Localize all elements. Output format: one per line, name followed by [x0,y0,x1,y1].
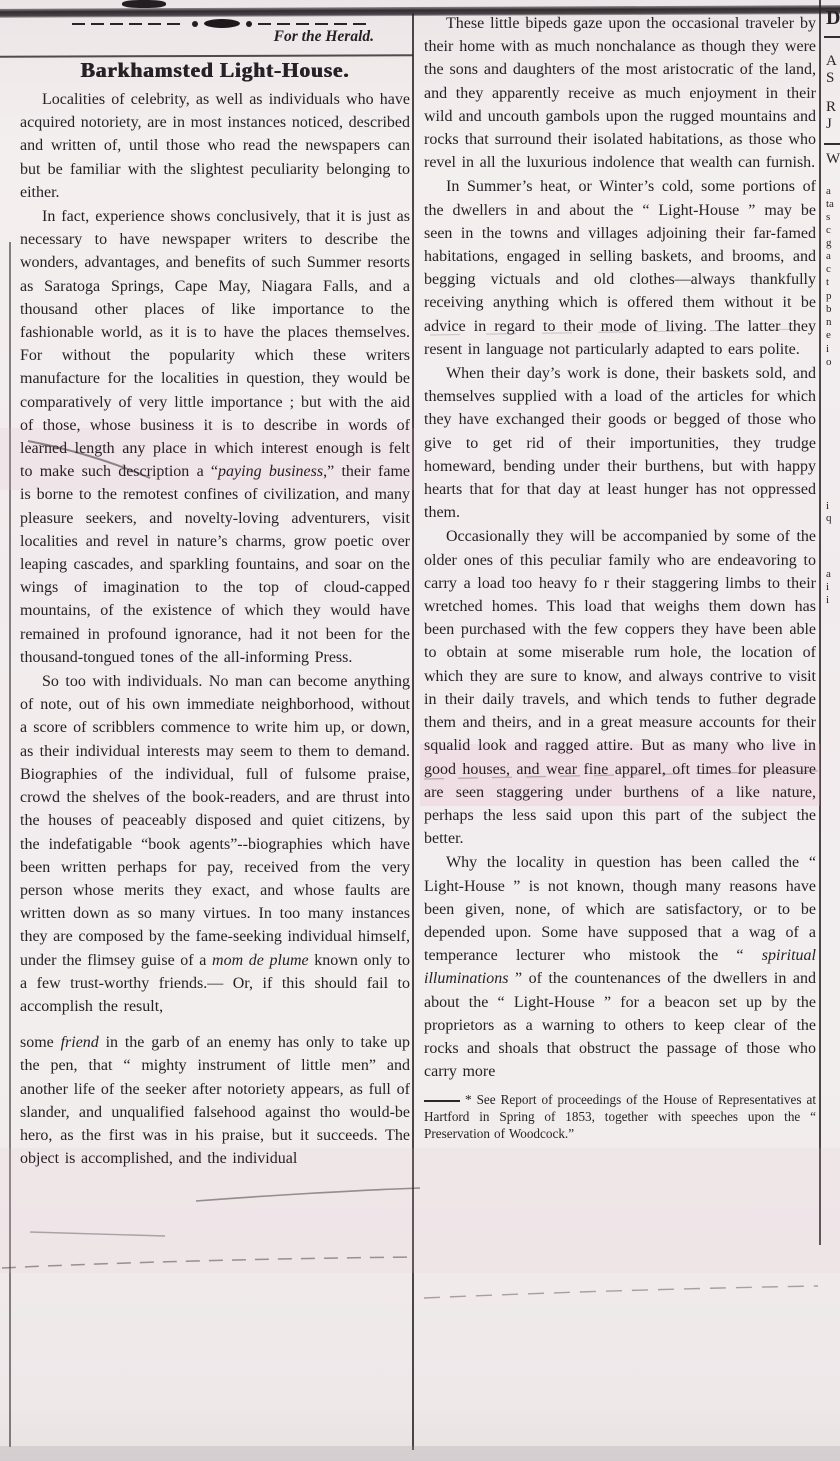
article-paragraph: some friend in the garb of an enemy has only to take up the pen, that “ mighty instrument of little men” and another life of the seeker after notoriety appears, as full of slander, and unqualified falsehood against tho would-be hero, as the first was in his praise, but it succeeds. The object is accomplished, and the individual [20,1034,410,1168]
cutoff-text-fragment: i [826,500,830,512]
cutoff-text-fragment: a [826,568,831,580]
cutoff-text-fragment: s [826,211,831,223]
article-paragraph: Localities of celebrity, as well as individuals who have acquired notoriety, are in most instances noticed, described and written of, until those who read the newspapers can but be familiar with the slightest peculiarity belonging to either. [20,91,410,201]
cutoff-text-fragment: p [826,290,832,302]
cutoff-text-fragment: A [826,53,837,69]
cutoff-text-fragment: n [826,316,832,328]
article-paragraph: In fact, experience shows conclusively, that it is just as necessary to have newspaper writers to describe the wonders, advantages, and benefits of such Summer resorts as Saratoga Springs, Cape May, Niagara Falls, and a thousand other places of like importance to the fashionable world, as it is to have the places themselves. For without the popularity which these writers manufacture for the localities in question, they would be comparatively of very little importance ; but with the aid of those, whose business it is to describe in words of learned length any place in which interest enough is felt to make such description a “paying business,” their fame is borne to the remotest confines of civilization, and many pleasure seekers, and novelty-loving adventurers, visit localities and revel in nature’s charms, grow poetic over leaping cascades, and sparkling fountains, and soar on the wings of imagination to the top of cloud-capped mountains, of the existence of which they would have remained in profound ignorance, had it not been for the thousand-tongued tones of the all-informing Press. [20,208,411,666]
cutoff-text-fragment: a [826,250,831,262]
left-column [20,14,410,1171]
cutoff-text-fragment: c [826,224,831,236]
right-column [424,12,816,1143]
attribution: For the Herald. [273,28,374,45]
cutoff-text-fragment: o [826,356,832,368]
paper-crease [424,1286,818,1298]
cutoff-text-fragment: S [826,70,835,86]
cutoff-text-fragment: e [826,329,831,341]
article-paragraph: Occasionally they will be accompanied by some of the older ones of this peculiar family who are endeavoring to carry a load too heavy fo r their staggering limbs to their wretched homes. This load that weighs them down has been purchased with the few coppers they have been able to obtain at some miserable rum hole, the location of which they are sure to know, and always contrive to visit in their daily travels, and which tends to futher degrade them and theirs, and in a great measure accounts for their squalid look and ragged attire. But as many who live in good houses, and wear fine apparel, oft times for pleasure are seen staggering under burthens of a like nature, perhaps the less said upon this part of the subject the better. [424,528,816,848]
article-paragraph: In Summer’s heat, or Winter’s cold, some portions of the dwellers in and about the “ Light-House ” may be seen in the towns and villages adjoining their far-famed habitations, engaged in selling baskets, and brooms, and begging victuals and old clothes—always thankfully receiving anything which is offered them without it be advice in regard to their mode of living. The latter they resent in language not particularly adapted to ears polite. [424,178,816,358]
paper-crease [2,1257,414,1268]
article-title: Barkhamsted Light-House. [80,58,350,82]
cutoff-text-fragment: R [826,99,837,115]
article-paragraph: These little bipeds gaze upon the occasional traveler by their home with as much nonchalance as though they were the sons and daughters of the most aristocratic of the land, and they apparently receive as much enjoyment in their wild and uncouth gambols upon the rugged mountains and rocks that surround their isolated habitations, as those who revel in all the luxurious indolence that wealth can furnish. [424,15,816,172]
cutoff-text-fragment: b [826,303,832,315]
cutoff-text-fragment: i [826,343,830,355]
cutoff-text-fragment: i [826,581,830,593]
left-column-body [20,88,410,1170]
footnote-text: * See Report of proceedings of the House of Representatives at Hartford in Spring of 1853, together with speeches upon the “ Preservation of Woodcock.” [424,1092,816,1142]
cutoff-text-fragment: D [826,7,840,29]
cutoff-text-fragment: ta [826,198,834,210]
cutoff-text-fragment: g [826,237,832,249]
column-divider-rule [412,13,414,1450]
cutoff-text-fragment: a [826,185,831,197]
cutoff-text-fragment: J [826,116,832,132]
edge-column-cutoff [823,0,840,1461]
cutoff-text-fragment: q [826,512,832,524]
footnote-dash [424,1100,460,1102]
cutoff-text-fragment: t [826,276,830,288]
pen-scratch [30,1232,165,1236]
cutoff-text-fragment: W [826,151,840,167]
cutoff-text-fragment: c [826,263,831,275]
footnote [424,1092,816,1143]
right-column-divider-rule [819,0,821,1245]
article-paragraph: Why the locality in question has been called the “ Light-House ” is not known, though many reasons have been given, none, of which are satisfactory, or to be depended upon. Some have supposed that a wag of a temperance lecturer who mistook the “ spiritual illuminations ” of the countenances of the dwellers in and about the “ Light-House ” for a beacon set up by the proprietors as a warning to others to keep clear of the rocks and shoals that obstruct the passage of those who carry more [424,854,816,1081]
left-margin-rule [9,242,11,1447]
ink-blot [122,0,166,8]
article-paragraph: When their day’s work is done, their baskets sold, and themselves supplied with a load of the articles for which they have exchanged their goods or begged of those who give to get rid of their importunities, they trudge homeward, bending under their burthens, but with happy hearts that for that day at least hunger has not oppressed them. [424,365,816,522]
cutoff-text-fragment: i [826,594,830,606]
paper-stain [0,1446,840,1461]
pen-scratch [196,1188,420,1201]
article-paragraph: So too with individuals. No man can become anything of note, out of his own immediate neighborhood, without a score of scribblers commence to write him up, or down, as their individual interests may seem to them to demand. Biographies of the individual, full of fulsome praise, crowd the shelves of the book-readers, and are thrust into the houses of peaceably disposed and quiet citizens, by the indefatigable “book agents”--biographies which have been written perhaps for pay, received from the very person whose merits they exact, and whose faults are written down as so many virtues. In too many instances they are composed by the fame-seeking individual himself, under the flimsey guise of a mom de plume known only to a few trust-worthy friends.— Or, if this should fail to accomplish the result, [20,673,411,1015]
right-column-body [424,12,816,1083]
